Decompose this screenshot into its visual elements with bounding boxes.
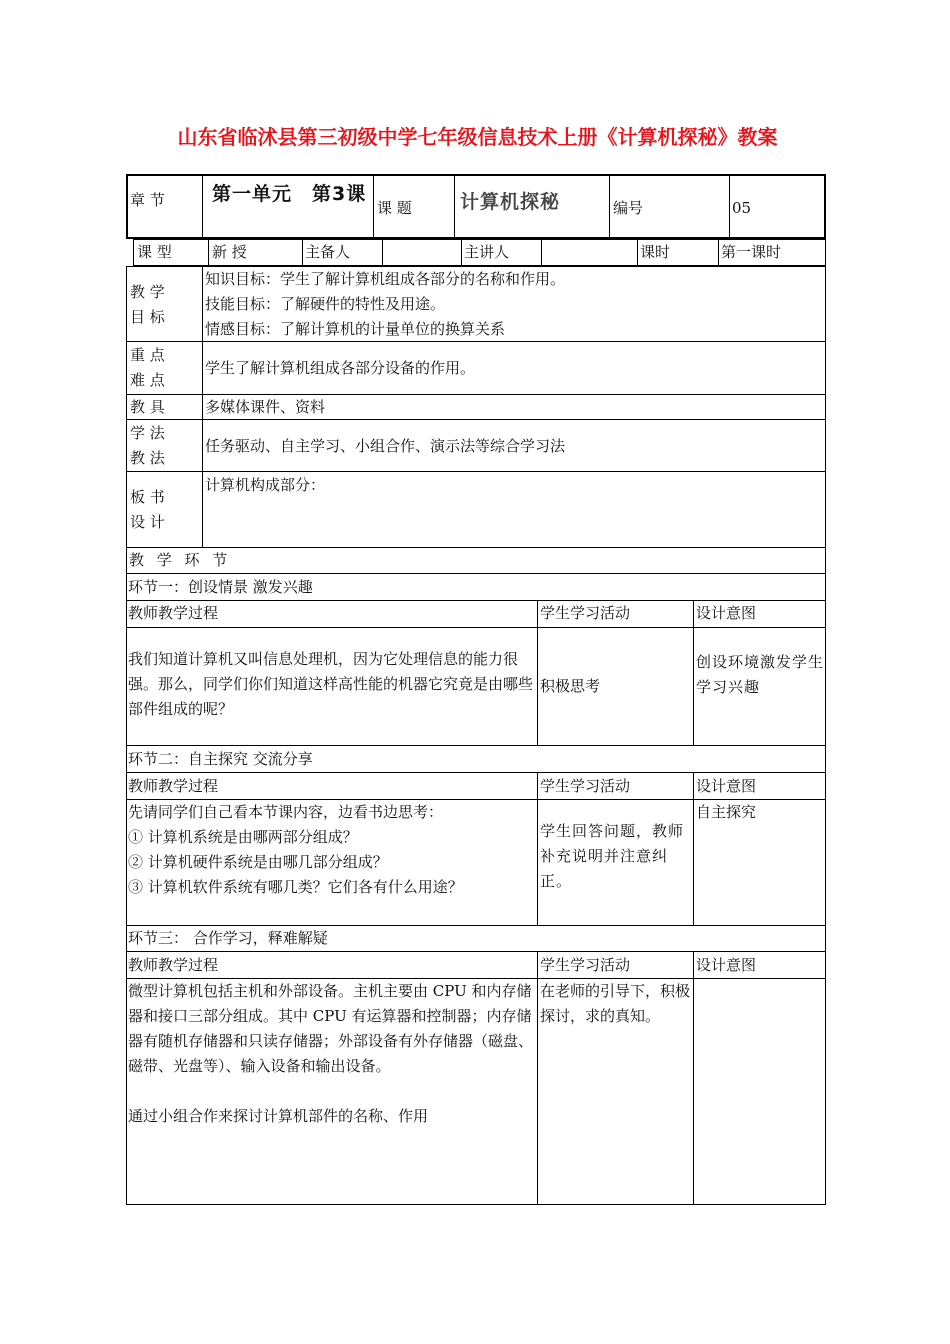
section-2-teacher-line-2: ① 计算机系统是由哪两部分组成？ [128, 828, 358, 846]
goal-knowledge: 知识目标：学生了解计算机组成各部分的名称和作用。 [205, 270, 566, 288]
goal-emotion: 情感目标：了解计算机的计量单位的换算关系 [205, 320, 506, 338]
section-2-teacher-line-4: ③ 计算机软件系统有哪几类？它们各有什么用途？ [128, 878, 463, 896]
section-3-intent-header: 设计意图 [696, 956, 757, 974]
section-3-student-text: 在老师的引导下，积极探讨，求的真知。 [540, 982, 691, 1025]
number-value: 05 [732, 199, 752, 217]
goal-skill: 技能目标：了解硬件的特性及用途。 [205, 295, 446, 313]
section-2-intent-text: 自主探究 [696, 803, 757, 821]
board-label-1: 板 书 [130, 488, 165, 506]
document-title: 山东省临沭县第三初级中学七年级信息技术上册《计算机探秘》教案 [177, 125, 778, 149]
goals-label-1: 教 学 [130, 283, 165, 301]
section-3-student-header: 学生学习活动 [540, 956, 631, 974]
board-label-2: 设 计 [130, 513, 165, 531]
section-3-teacher-paragraph-2: 通过小组合作来探讨计算机部件的名称、作用 [128, 1107, 429, 1125]
goals-label-2: 目 标 [130, 308, 165, 326]
methods-label-1: 学 法 [130, 424, 165, 442]
tools-value: 多媒体课件、资料 [205, 398, 326, 416]
section-2-teacher-header: 教师教学过程 [128, 777, 219, 795]
methods-value: 任务驱动、自主学习、小组合作、演示法等综合学习法 [205, 437, 566, 455]
preparer-label: 主备人 [305, 243, 351, 261]
section-2-intent-header: 设计意图 [696, 777, 757, 795]
section-1-student-text: 积极思考 [540, 677, 601, 695]
period-value: 第一课时 [721, 243, 782, 261]
section-3-teacher-header: 教师教学过程 [128, 956, 219, 974]
tools-label: 教 具 [130, 398, 165, 416]
key-points-label-1: 重 点 [130, 346, 165, 364]
section-1-teacher-header: 教师教学过程 [128, 604, 219, 622]
section-2-title: 环节二：自主探究 交流分享 [128, 750, 313, 768]
section-2-teacher-line-3: ② 计算机硬件系统是由哪几部分组成？ [128, 853, 388, 871]
chapter-label: 章 节 [130, 191, 165, 209]
section-2-teacher-line-1: 先请同学们自己看本节课内容，边看书边思考： [128, 803, 444, 821]
section-1-intent-text: 创设环境激发学生学习兴趣 [696, 653, 825, 696]
topic-label: 课 题 [377, 199, 412, 217]
section-1-teacher-text: 我们知道计算机又叫信息处理机，因为它处理信息的能力很强。那么，同学们你们知道这样高性能的机器它究竟是由哪些部件组成的呢？ [128, 650, 534, 718]
section-3-teacher-paragraph-1: 微型计算机包括主机和外部设备。主机主要由 CPU 和内存储器和接口三部分组成。其中 CPU 有运算器和控制器；内存储器有随机存储器和只读存储器；外部设备有外存储器（磁盘、磁带、光盘等）、输入设备和输出设备。 [128, 982, 534, 1075]
section-1-intent-header: 设计意图 [696, 604, 757, 622]
section-2-student-text: 学生回答问题，教师补充说明并注意纠正。 [540, 822, 685, 890]
section-1-student-header: 学生学习活动 [540, 604, 631, 622]
topic-value: 计算机探秘 [460, 191, 561, 213]
key-points-value: 学生了解计算机组成各部分设备的作用。 [205, 359, 476, 377]
key-points-label-2: 难 点 [130, 371, 165, 389]
number-label: 编号 [613, 199, 644, 217]
lecturer-label: 主讲人 [464, 243, 510, 261]
section-3-title: 环节三： 合作学习，释难解疑 [128, 929, 328, 947]
section-1-title: 环节一：创设情景 激发兴趣 [128, 578, 313, 596]
period-label: 课时 [640, 243, 671, 261]
board-value: 计算机构成部分： [205, 476, 326, 494]
type-value: 新 授 [212, 243, 247, 261]
type-label: 课 型 [137, 243, 172, 261]
methods-label-2: 教 法 [130, 449, 165, 467]
section-2-student-header: 学生学习活动 [540, 777, 631, 795]
teaching-steps-label: 教 学 环 节 [129, 551, 232, 569]
chapter-value: 第一单元 第3课 [212, 183, 367, 205]
